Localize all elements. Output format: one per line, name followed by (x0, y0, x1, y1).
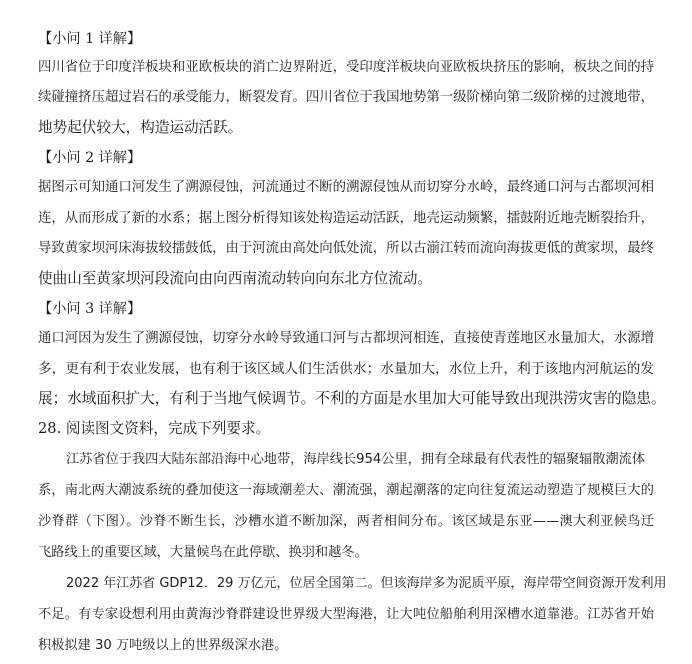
material-para-1-line-3: 沙脊群（下图）。沙脊不断生长，沙槽水道不断加深，两者相间分布。该区域是东亚——澳大利亚候鸟迁 (38, 514, 654, 529)
answer-1-line-2: 续碰撞挤压超过岩石的承受能力，断裂发育。四川省位于我国地势第一级阶梯向第二级阶梯的过渡地带， (38, 90, 654, 105)
answer-2-line-4: 使曲山至黄家坝河段流向由向西南流动转向向东北方位流动。 (38, 270, 433, 287)
answer-3-line-1: 通口河因为发生了溯源侵蚀，切穿分水岭导致通口河与古都坝河相连，直接使青莲地区水量加大，水源增 (38, 331, 654, 346)
material-para-1-line-1: 江苏省位于我四大陆东部沿海中心地带，海岸线长954公里，拥有全球最有代表性的辐聚辐散潮流体 (66, 452, 646, 467)
answer-1-line-3: 地势起伏较大，构造运动活跃。 (38, 119, 243, 136)
answer-3-line-3: 展；水域面积扩大，有利于当地气候调节。不利的方面是水里加大可能导致出现洪涝灾害的隐患。 (38, 390, 666, 407)
material-para-1-line-2: 系，南北两大潮波系统的叠加使这一海域潮差大、潮流强，潮起潮落的定向往复流运动塑造了规模巨大的 (38, 483, 654, 498)
answer-1-line-1: 四川省位于印度洋板块和亚欧板块的消亡边界附近，受印度洋板块向亚欧板块挤压的影响，板块之间的持 (38, 60, 654, 75)
answer-2-line-3: 导致黄家坝河床海拔较擂鼓低，由于河流由高处向低处流，所以古湔江转而流向海拔更低的黄家坝，最终 (38, 241, 654, 256)
question-28-title: 28. 阅读图文资料，完成下列要求。 (38, 420, 271, 437)
sub-question-1-header: 【小问 1 详解】 (38, 31, 142, 47)
material-para-2-line-1: 2022 年江苏省 GDP12．29 万亿元，位居全国第二。但该海岸多为泥质平原，海岸带空间资源开发利用 (66, 576, 667, 591)
answer-2-line-2: 连，从而形成了新的水系；据上图分析得知该处构造运动活跃，地壳运动频繁，擂鼓附近地壳断裂抬升， (38, 211, 654, 226)
sub-question-2-header: 【小问 2 详解】 (38, 150, 142, 166)
answer-3-line-2: 多，更有利于农业发展，也有利于该区域人们生活供水；水量加大，水位上升，利于该地内河航运的发 (38, 361, 654, 377)
sub-question-3-header: 【小问 3 详解】 (38, 301, 142, 317)
material-para-2-line-3: 积极拟建 30 万吨级以上的世界级深水港。 (38, 638, 288, 653)
material-para-1-line-4: 飞路线上的重要区域，大量候鸟在此停歇、换羽和越冬。 (38, 545, 368, 560)
material-para-2-line-2: 不足。有专家设想利用由黄海沙脊群建设世界级大型海港，让大吨位船舶利用深槽水道靠港。江苏省开始 (38, 607, 654, 622)
answer-2-line-1: 据图示可知通口河发生了溯源侵蚀，河流通过不断的溯源侵蚀从而切穿分水岭，最终通口河与古都坝河相 (38, 180, 654, 195)
